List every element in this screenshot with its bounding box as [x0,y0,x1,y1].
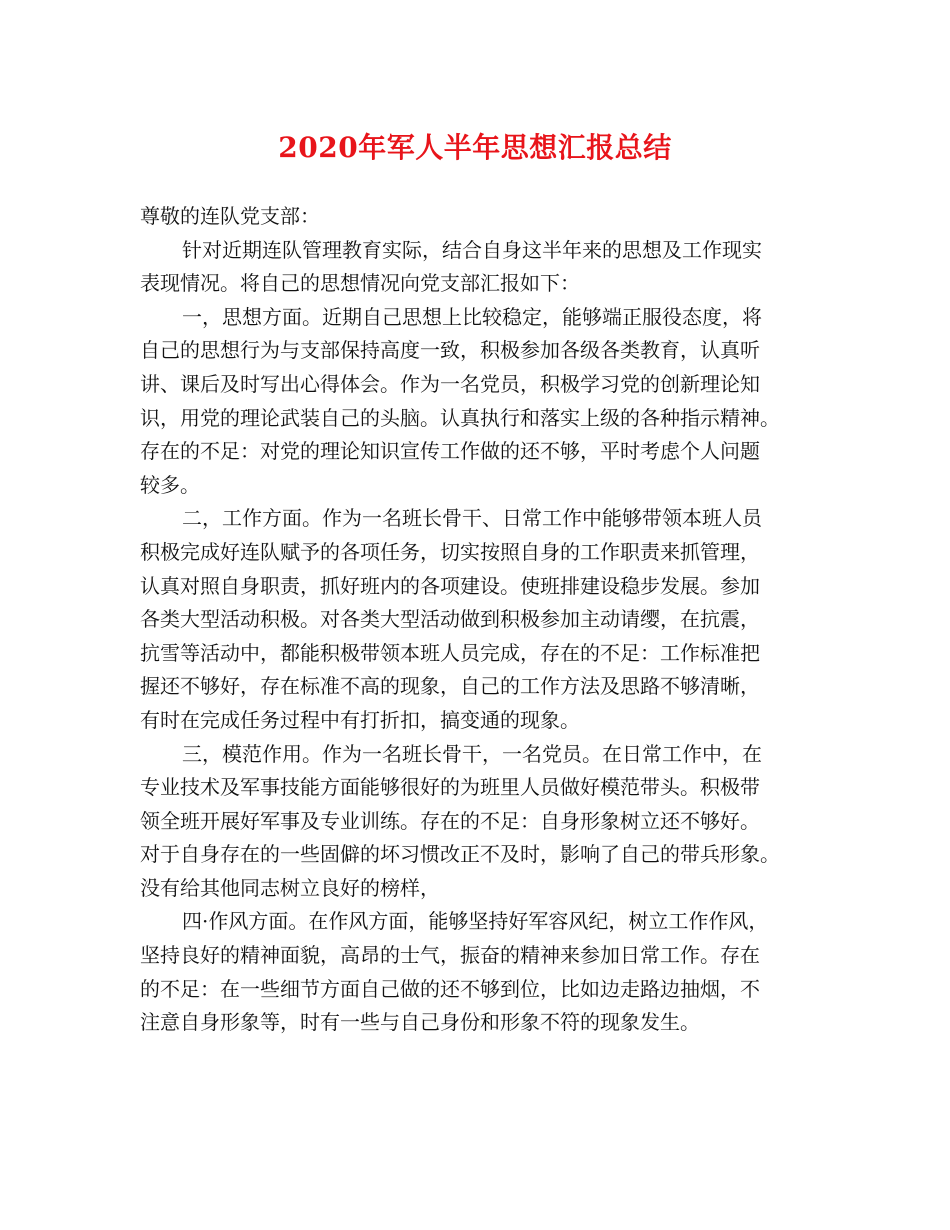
text-line: 二，工作方面。作为一名班长骨干、日常工作中能够带领本班人员 [182,506,762,531]
document-body [140,200,830,1040]
paragraph-work [140,502,830,737]
text-line: 有时在完成任务过程中有打折扣，搞变通的现象。 [140,707,580,732]
text-line: 讲、课后及时写出心得体会。作为一名党员，积极学习党的创新理论知 [140,371,760,396]
text-line: 专业技术及军事技能方面能够很好的为班里人员做好模范带头。积极带 [140,775,760,800]
text-line: 积极完成好连队赋予的各项任务，切实按照自身的工作职责来抓管理， [140,539,760,564]
text-line: 一，思想方面。近期自己思想上比较稳定，能够端正服役态度，将 [182,304,762,329]
text-line: 识，用党的理论武装自己的头脑。认真执行和落实上级的各种指示精神。 [140,405,780,430]
text-line: 较多。 [140,472,200,497]
text-line: 三，模范作用。作为一名班长骨干，一名党员。在日常工作中，在 [182,741,762,766]
text-line: 表现情况。将自己的思想情况向党支部汇报如下： [140,271,580,296]
text-line: 注意自身形象等，时有一些与自己身份和形象不符的现象发生。 [140,1010,700,1035]
text-line: 坚持良好的精神面貌，高昂的士气，振奋的精神来参加日常工作。存在 [140,943,760,968]
text-line: 领全班开展好军事及专业训练。存在的不足：自身形象树立还不够好。 [140,808,760,833]
paragraph-intro [140,234,830,301]
text-line: 针对近期连队管理教育实际，结合自身这半年来的思想及工作现实 [182,237,762,262]
text-line: 自己的思想行为与支部保持高度一致，积极参加各级各类教育，认真听 [140,338,760,363]
paragraph-thought [140,301,830,503]
document-title: 2020年军人半年思想汇报总结 [278,131,672,164]
salutation [140,200,830,234]
text-line: 对于自身存在的一些固僻的坏习惯改正不及时，影响了自己的带兵形象。 [140,842,780,867]
text-line: 存在的不足：对党的理论知识宣传工作做的还不够，平时考虑个人问题 [140,439,760,464]
paragraph-model [140,738,830,906]
text-line: 抗雪等活动中，都能积极带领本班人员完成，存在的不足：工作标准把 [140,640,760,665]
text-line: 四·作风方面。在作风方面，能够坚持好军容风纪，树立工作作风， [182,909,769,934]
text-line: 各类大型活动积极。对各类大型活动做到积极参加主动请缨，在抗震， [140,607,760,632]
text-line: 尊敬的连队党支部： [140,204,320,228]
text-line: 的不足：在一些细节方面自己做的还不够到位，比如边走路边抽烟，不 [140,976,760,1001]
text-line: 握还不够好，存在标准不高的现象，自己的工作方法及思路不够清晰， [140,674,760,699]
text-line: 认真对照自身职责，抓好班内的各项建设。使班排建设稳步发展。参加 [140,573,760,598]
paragraph-style [140,905,830,1039]
text-line: 没有给其他同志树立良好的榜样， [140,875,440,900]
